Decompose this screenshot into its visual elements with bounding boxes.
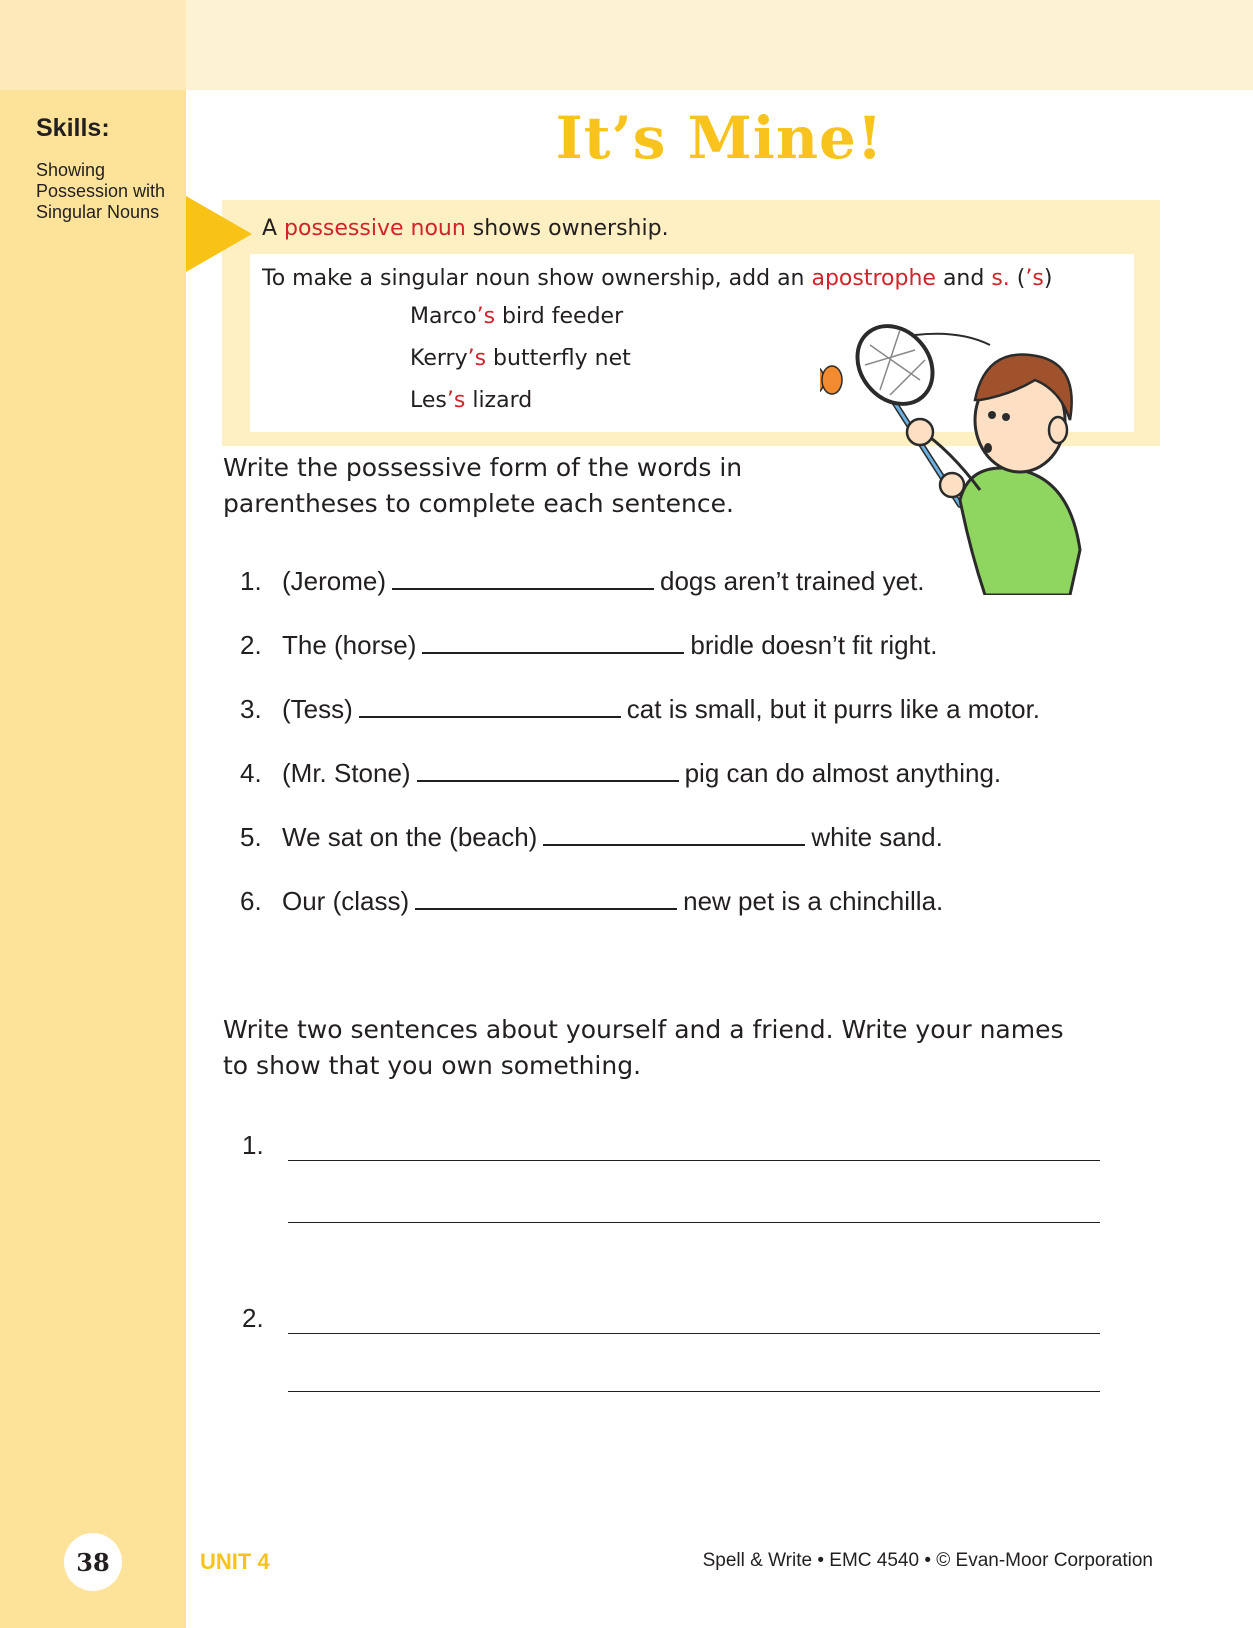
page-number: 38 xyxy=(64,1533,122,1591)
example-item xyxy=(410,346,631,371)
top-band xyxy=(0,0,1253,90)
boy-eye xyxy=(1002,413,1010,421)
exercise-2-instructions: Write two sentences about yourself and a friend. Write your names to show that you own something. xyxy=(223,1015,1064,1080)
rule-term: possessive noun xyxy=(284,216,466,241)
item-rest: white sand. xyxy=(811,822,943,852)
rule-text: shows ownership. xyxy=(465,216,669,241)
exercise-item xyxy=(240,630,938,661)
example-item xyxy=(410,388,532,413)
item-number: 3. xyxy=(240,694,262,724)
item-rest: pig can do almost anything. xyxy=(684,758,1002,788)
exercise-item xyxy=(240,758,1001,789)
exercise-item xyxy=(240,694,1040,725)
pointer-arrow-icon xyxy=(186,196,252,272)
item-prompt: (Mr. Stone) xyxy=(282,758,411,788)
boy-ear xyxy=(1049,417,1067,443)
example-mark: ’s xyxy=(476,304,496,329)
example-noun: Marco xyxy=(410,304,477,329)
boy-mouth xyxy=(984,443,992,453)
example-mark: ’s xyxy=(467,346,487,371)
writing-item-number: 2. xyxy=(242,1303,264,1333)
answer-blank[interactable] xyxy=(417,758,679,782)
page-title: It’s Mine! xyxy=(555,104,884,172)
example-rest: bird feeder xyxy=(495,304,624,329)
exercise-item xyxy=(240,886,943,917)
item-rest: dogs aren’t trained yet. xyxy=(660,566,925,596)
writing-item-number: 1. xyxy=(242,1130,264,1160)
sidebar xyxy=(0,90,186,1628)
rule-text: ( xyxy=(1009,266,1026,291)
boy-with-butterfly-net-illustration xyxy=(820,320,1120,595)
rule-instruction xyxy=(262,266,1052,291)
item-rest: new pet is a chinchilla. xyxy=(683,886,944,916)
writing-line[interactable] xyxy=(288,1160,1100,1161)
example-item xyxy=(410,304,623,329)
exercise-item xyxy=(240,566,925,597)
boy-hand xyxy=(940,473,964,497)
rule-text: A xyxy=(262,216,285,241)
writing-line[interactable] xyxy=(288,1391,1100,1392)
net-hoop xyxy=(842,320,948,419)
rule-text: ) xyxy=(1043,266,1053,291)
item-number: 2. xyxy=(240,630,262,660)
answer-blank[interactable] xyxy=(392,566,654,590)
rule-term: apostrophe xyxy=(811,266,936,291)
rule-text: To make a singular noun show ownership, add an xyxy=(262,266,812,291)
rule-definition xyxy=(262,216,669,241)
skills-text: Showing Possession with Singular Nouns xyxy=(36,160,166,222)
item-prompt: We sat on the (beach) xyxy=(282,822,538,852)
item-rest: bridle doesn’t fit right. xyxy=(690,630,938,660)
writing-line[interactable] xyxy=(288,1333,1100,1334)
footer-credit: Spell & Write • EMC 4540 • © Evan-Moor Corporation xyxy=(702,1550,1153,1571)
example-noun: Kerry xyxy=(410,346,468,371)
item-prompt: Our (class) xyxy=(282,886,410,916)
example-noun: Les xyxy=(410,388,447,413)
example-rest: lizard xyxy=(465,388,533,413)
skills-label: Skills: xyxy=(36,114,110,142)
top-band-left xyxy=(0,0,186,90)
item-number: 6. xyxy=(240,886,262,916)
net-motion-line xyxy=(915,334,990,345)
item-number: 5. xyxy=(240,822,262,852)
item-prompt: The (horse) xyxy=(282,630,417,660)
answer-blank[interactable] xyxy=(415,886,677,910)
unit-label: UNIT 4 xyxy=(200,1549,270,1574)
writing-line[interactable] xyxy=(288,1222,1100,1223)
exercise-1-instructions: Write the possessive form of the words in parentheses to complete each sentence. xyxy=(223,453,743,518)
boy-hand xyxy=(907,419,933,445)
item-prompt: (Jerome) xyxy=(282,566,387,596)
answer-blank[interactable] xyxy=(543,822,805,846)
item-prompt: (Tess) xyxy=(282,694,353,724)
boy-eye xyxy=(988,411,996,419)
item-rest: cat is small, but it purrs like a motor. xyxy=(626,694,1041,724)
rule-term: s. xyxy=(991,266,1010,291)
butterfly-wing xyxy=(822,366,842,394)
answer-blank[interactable] xyxy=(422,630,684,654)
example-mark: ’s xyxy=(446,388,466,413)
item-number: 1. xyxy=(240,566,262,596)
example-rest: butterfly net xyxy=(486,346,631,371)
rule-text: and xyxy=(935,266,992,291)
exercise-item xyxy=(240,822,943,853)
rule-mark: ’s xyxy=(1025,266,1044,291)
item-number: 4. xyxy=(240,758,262,788)
answer-blank[interactable] xyxy=(359,694,621,718)
